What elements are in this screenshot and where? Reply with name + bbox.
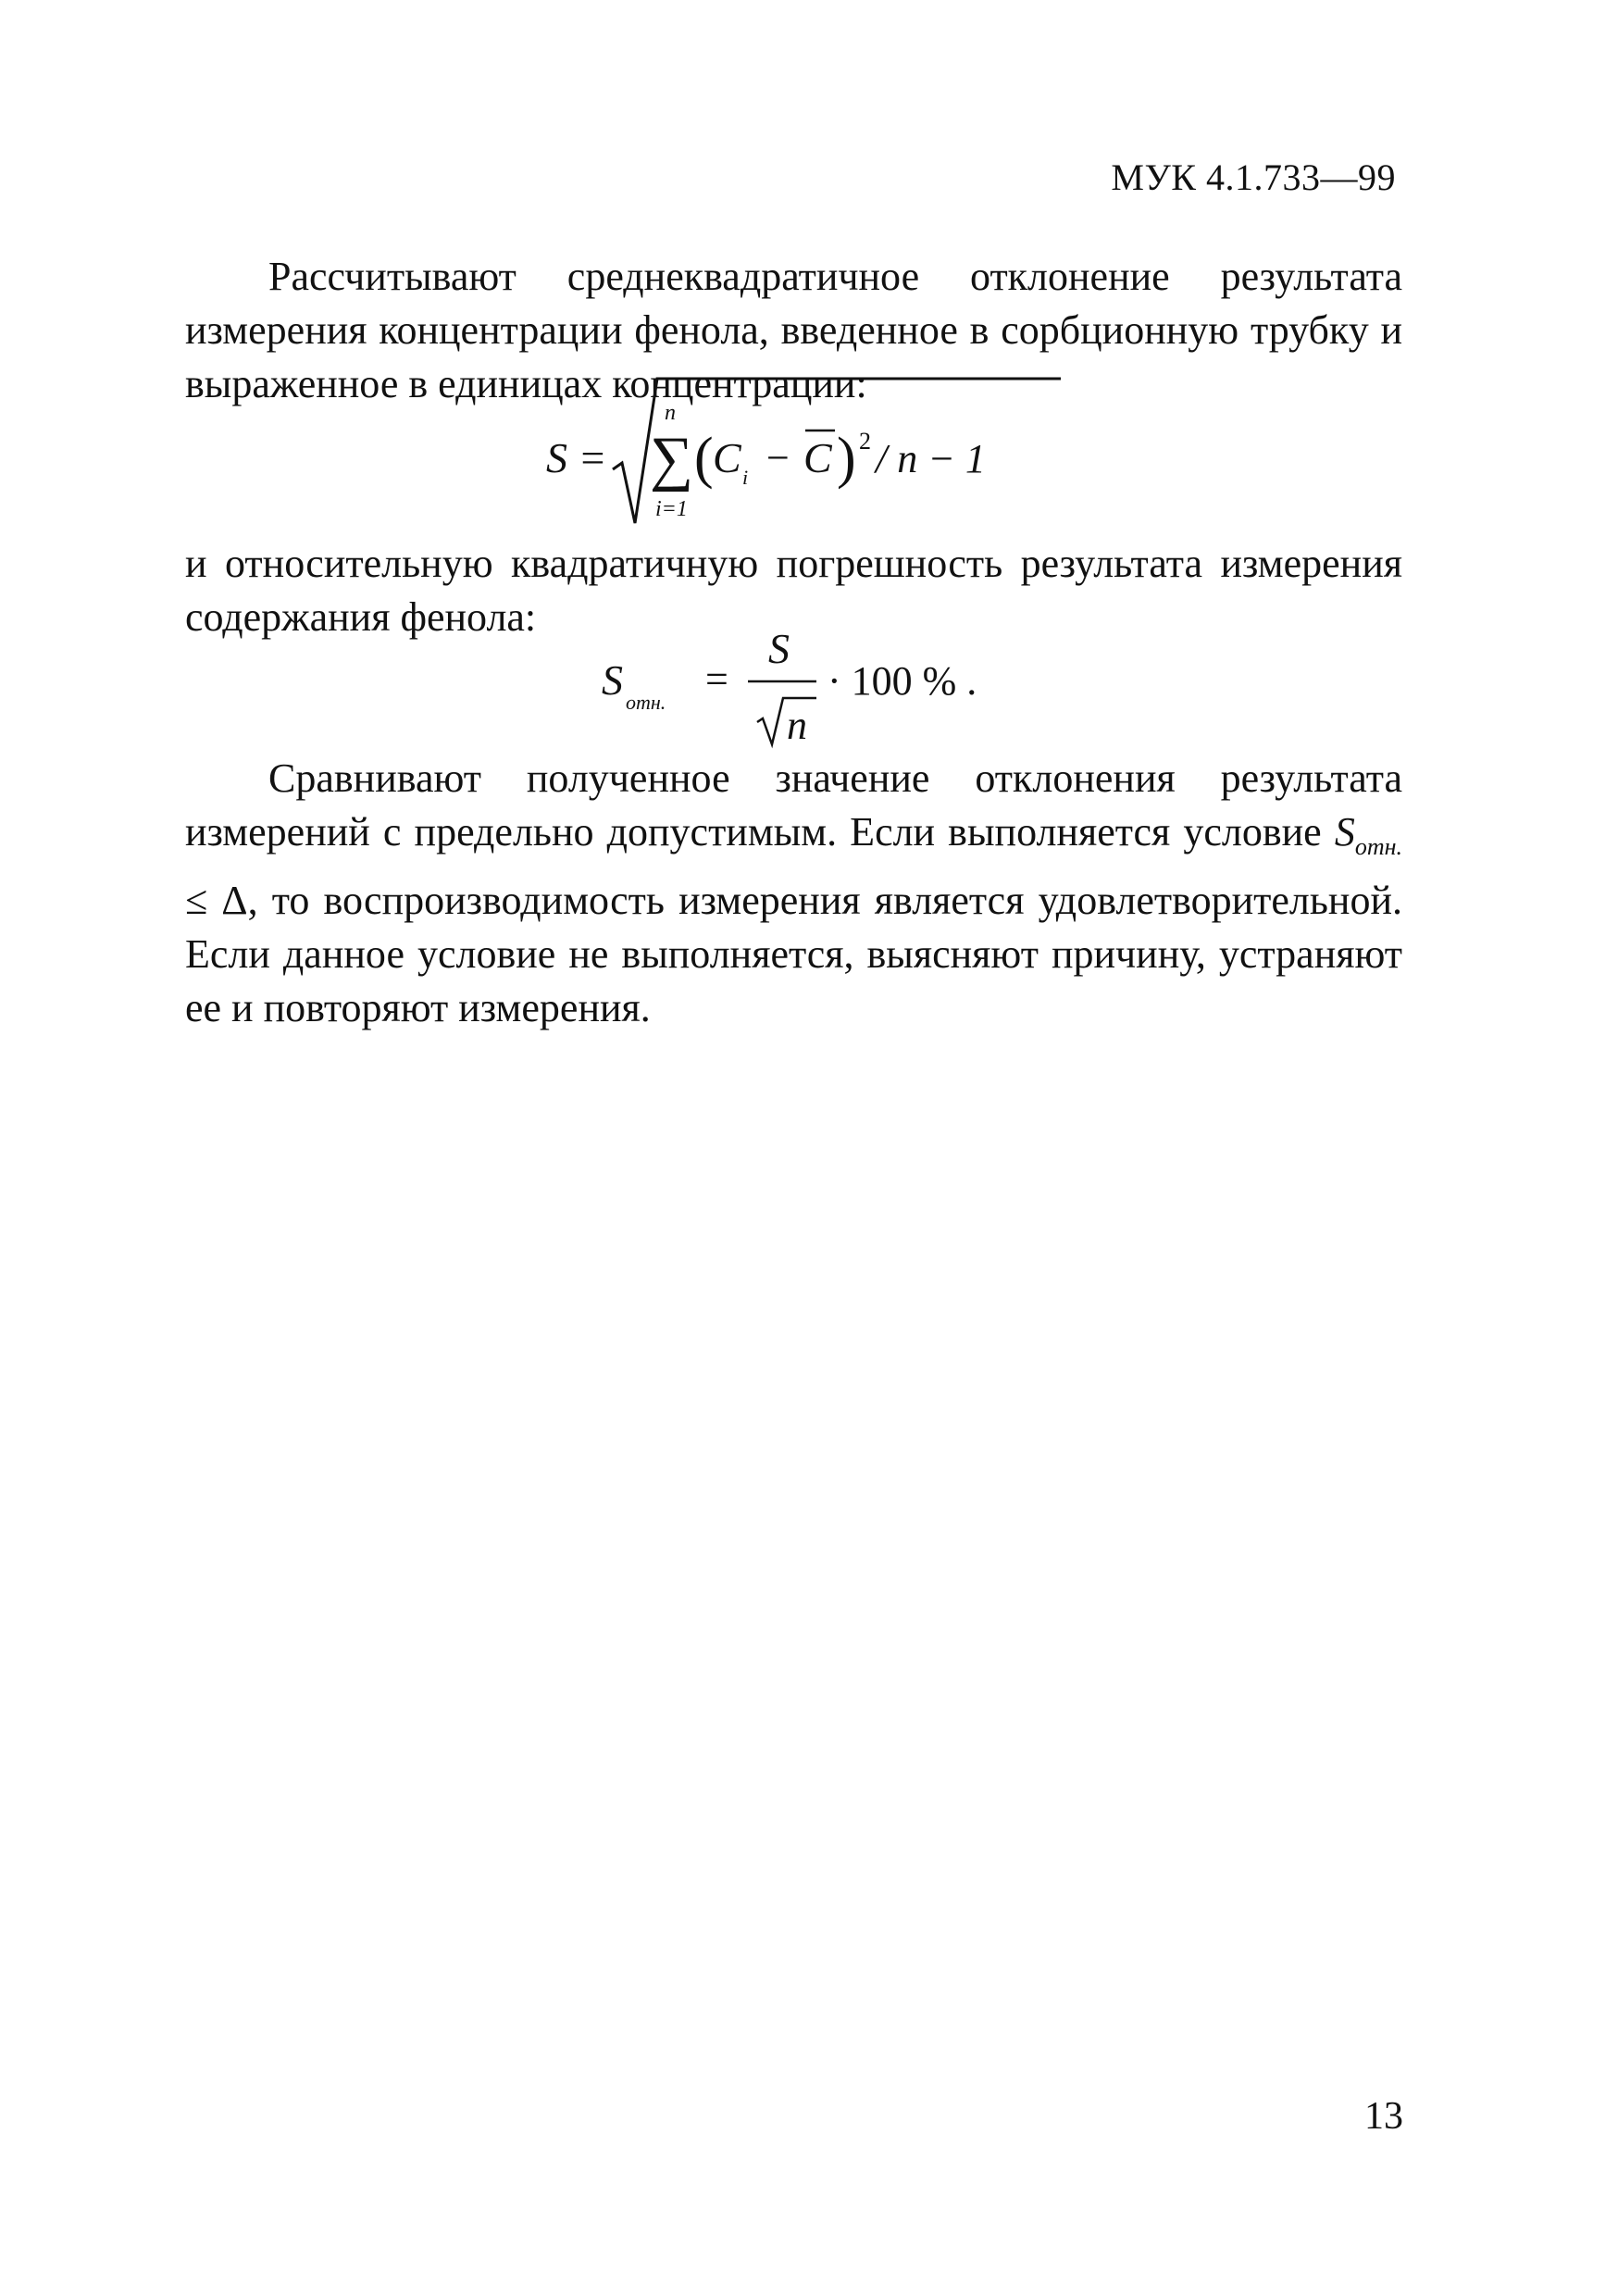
paragraph-3-text-after: то воспроизводимость измерения является удовлетворительной. Если данное условие не выполняется, выясняют причину, устраняют ее и повторяют измерения. bbox=[185, 878, 1402, 1030]
page-number: 13 bbox=[1364, 2095, 1403, 2138]
formula-2-lhs: S bbox=[602, 656, 623, 704]
formula-2-numerator: S bbox=[768, 625, 790, 672]
formula-1-c-i-sub: i bbox=[742, 466, 749, 489]
inline-condition-operator: ≤ Δ, bbox=[185, 878, 258, 923]
formula-1-sum-upper: n bbox=[665, 401, 676, 425]
formula-1-c-bar: C bbox=[803, 434, 832, 481]
paragraph-std-deviation-intro: Рассчитывают среднеквадратичное отклонение результата измерения концентрации фенола, введенное в сорбционную трубку и выраженное в единицах концентрации: bbox=[185, 254, 1402, 406]
document-code-header: МУК 4.1.733—99 bbox=[1111, 156, 1396, 198]
formula-1-open-paren: ( bbox=[694, 427, 714, 490]
formula-standard-deviation bbox=[546, 375, 1064, 542]
formula-1-tail: / n − 1 bbox=[876, 436, 986, 481]
formula-1-minus: − bbox=[766, 435, 790, 480]
paragraph-relative-error-intro: и относительную квадратичную погрешность результата измерения содержания фенола: bbox=[185, 541, 1402, 640]
paragraph-comparison bbox=[185, 752, 1402, 1035]
inline-s-symbol: S bbox=[1334, 809, 1355, 855]
formula-2-tail: · 100 % . bbox=[828, 658, 977, 704]
formula-1-sum-lower: i=1 bbox=[655, 497, 688, 521]
formula-1-lhs: S = bbox=[546, 434, 607, 481]
formula-1-close-paren: ) bbox=[837, 427, 856, 490]
formula-2-denominator: n bbox=[787, 703, 807, 748]
formula-1-c-i: C bbox=[713, 434, 741, 481]
paragraph-3-text-before: Сравнивают полученное значение отклонения результата измерений с предельно допустимым. Если выполняется условие bbox=[185, 755, 1402, 855]
formula-1-power: 2 bbox=[859, 428, 871, 455]
formula-1-sum-symbol: ∑ bbox=[650, 425, 694, 493]
formula-2-lhs-sub: отн. bbox=[626, 691, 666, 714]
formula-relative-error bbox=[602, 620, 1027, 764]
formula-2-equals: = bbox=[705, 656, 728, 702]
inline-s-subscript: отн. bbox=[1354, 833, 1402, 860]
